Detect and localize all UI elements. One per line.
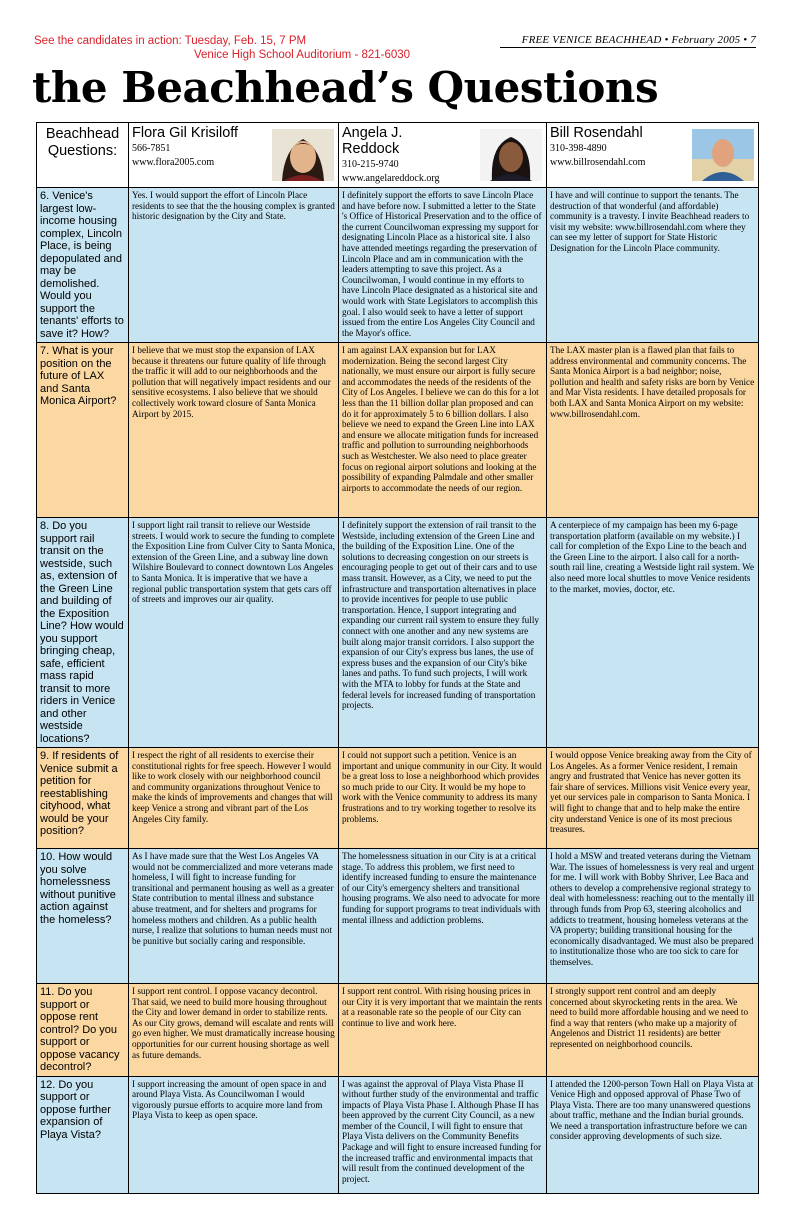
question-text: 9. If residents of Venice submit a petition for reestablishing cityhood, what would be your position? [37,748,129,849]
answer-angela: I definitely support the extension of rail transit to the Westside, including extension of the Green Line and the building of the Exposition Line. One of the solutions to decreasing congestion on our streets is encouraging people to get out of their cars and to use mass transit. However, as a City, we need to put the infrastructure and transportation alternatives in place to provide incentives for people to use public transportation. Hence, I support integrating and expanding our current rail system to ensure they fully connect with one another and any new systems are built along major transit corridors. I also support the expansion of our City's express bus lanes, the use of express buses and the expansion of our City's bike lanes and paths. To fund such projects, I will work with the MTA to lobby for funds at the State and federal levels for increased funding of transportation projects. [339,518,547,748]
question-row [37,748,759,849]
candidate-phone: 310-398-4890 [550,143,607,154]
question-row [37,984,759,1077]
candidate-website: www.flora2005.com [132,157,215,168]
question-text: 10. How would you solve homelessness without punitive action against the homeless? [37,849,129,984]
question-row [37,849,759,984]
candidate-phone: 566-7851 [132,143,171,154]
answer-angela: I could not support such a petition. Venice is an important and unique community in our City. It would be a great loss to lose a neighborhood which provides so much pride to our City. It would be my hope to work with the Venice community to address its many frustrations and to try working together to resolve its problems. [339,748,547,849]
candidate-phone: 310-215-9740 [342,159,399,170]
corner-label: Beachhead Questions: [37,123,129,188]
question-row [37,188,759,343]
candidate-website: www.angelareddock.org [342,173,440,184]
candidate-name: Flora Gil Krisiloff [132,125,239,141]
answer-angela: I definitely support the efforts to save Lincoln Place and have before now. I submitted a letter to the State 's Office of Historical Preservation and to the office of the current Councilwoman expressing my support for designating Lincoln Place as a historical site. I also have attended meetings regarding the preservation of Lincoln Place and am in communication with the leaders attempting to save this project. As a Councilwoman, I would continue in my efforts to have Lincoln Place designated as a historical site and would work with State Legislators to accomplish this goal. I also would seek to have a letter of support issued from the entire Los Angeles City Council and the Mayor's office. [339,188,547,343]
masthead-rule [500,47,756,48]
answer-flora: I support light rail transit to relieve our Westside streets. I would work to secure the funding to complete the Exposition Line from Culver City to Santa Monica, extension of the Green Line, and a subway line down Wilshire Boulevard to connect downtown Los Angeles to Santa Monica. It is imperative that we have a regional public transportation system that gets cars off of streets and improves our air quality. [129,518,339,748]
event-line-1: See the candidates in action: Tuesday, Feb. 15, 7 PM [34,35,307,47]
candidate-header-flora [129,123,339,188]
answer-angela: I support rent control. With rising housing prices in our City it is very important that we maintain the rents at a reasonable rate so the people of our City can continue to live and work here. [339,984,547,1077]
answer-flora: I support rent control. I oppose vacancy decontrol. That said, we need to build more housing throughout the City and lower demand in order to stabilize rents. As our City grows, demand will escalate and rents will go even higher. We must dramatically increase housing opportunities for our current housing shortage as well as future demands. [129,984,339,1077]
answer-flora: I respect the right of all residents to exercise their constitutional rights for free speech. However I would like to work closely with our neighborhood council and community organizations throughout Venice to make the kinds of improvements and changes that will keep Venice a strong and vibrant part of the Los Angeles City family. [129,748,339,849]
answer-bill: I attended the 1200-person Town Hall on Playa Vista at Venice High and opposed approval of Phase Two of Playa Vista. There are too many unanswered questions about traffic, methane and the Indian burial grounds. We need a transportation infrastructure before we can consider approving developments of such size. [547,1076,759,1193]
question-row [37,1076,759,1193]
answer-angela: I was against the approval of Playa Vista Phase II without further study of the environmental and traffic impacts of Playa Vista Phase I. Although Phase II has been approved by the current City Council, as a new member of the Council, I will fight to ensure that Playa Vista delivers on the Community Benefits Package and will fight to ensure increased funding for the increased traffic and environmental impacts that will result from the continued development of the project. [339,1076,547,1193]
candidate-header-angela [339,123,547,188]
answer-bill: I hold a MSW and treated veterans during the Vietnam War. The issues of homelessness is very real and urgent for me. I will work with Bobby Shriver, Lee Baca and others to develop a comprehensive regional strategy to deal with homelessness: reaching out to the mentally ill through funds from Prop 63, steering alcoholics and addicts to treatment, housing homeless veterans at the VA property; building transitional housing for the economically disadvantaged. We must also be prepared to institutionalize those who are too sick to care for themselves. [547,849,759,984]
answer-bill: I strongly support rent control and am deeply concerned about skyrocketing rents in the area. We need to build more affordable housing and we need to find a way that renters (who make up a majority of Angelenos and District 11 residents) are better represented on neighborhood councils. [547,984,759,1077]
flora-photo [272,129,334,181]
answer-flora: I believe that we must stop the expansion of LAX because it threatens our future quality of life through the traffic it will add to our neighborhoods and the pollution that will negatively impact residents and our sensitive ecosystems. I also believe that we should collectively work toward closure of Santa Monica Airport by 2015. [129,343,339,518]
header-row [37,123,759,188]
question-text: 7. What is your position on the future of LAX and Santa Monica Airport? [37,343,129,518]
candidate-name: Bill Rosendahl [550,125,643,141]
answer-angela: I am against LAX expansion but for LAX modernization. Being the second largest City nationally, we must ensure our airport is fully secure and accommodates the needs of the residents of the City of Los Angeles. I believe we can do this for a lot less than the 11 billion dollar plan proposed and can do it for approximately 5 to 6 billion dollars. I also believe we need to expand the Green Line into LAX and ensure we allocate mitigation funds for increased traffic and pollution to surrounding neighborhoods such as Westchester. We also need to place greater focus on regional airport solutions and looking at the possibility of expanding Palmdale and other smaller airports to accommodate the needs of our region. [339,343,547,518]
answer-flora: Yes. I would support the effort of Lincoln Place residents to see that the the housing complex is granted historic designation by the City and State. [129,188,339,343]
candidate-website: www.billrosendahl.com [550,157,646,168]
question-row [37,518,759,748]
answer-bill: I have and will continue to support the tenants. The destruction of that wonderful (and affordable) community is a travesty. I invite Beachhead readers to visit my website: www.billrosendahl.com where they can see my letter of support for State Historic Designation for the Lincoln Place community. [547,188,759,343]
question-text: 8. Do you support rail transit on the westside, such as, extension of the Green Line and building of the Exposition Line? How would you support bringing cheap, safe, efficient mass rapid transit to more riders in Venice and other westside locations? [37,518,129,748]
angela-photo [480,129,542,181]
answer-flora: I support increasing the amount of open space in and around Playa Vista. As Councilwoman I would vigorously pursue efforts to acquire more land from Playa Vista to keep as open space. [129,1076,339,1193]
event-line-2: Venice High School Auditorium - 821-6030 [194,49,411,61]
question-text: 12. Do you support or oppose further expansion of Playa Vista? [37,1076,129,1193]
question-row [37,343,759,518]
question-text: 6. Venice's largest low-income housing complex, Lincoln Place, is being depopulated and may be demolished. Would you support the tenants' efforts to save it? How? [37,188,129,343]
answer-bill: A centerpiece of my campaign has been my 6-page transportation platform (available on my website.) I call for completion of the Expo Line to the beach and the Green Line to the airport. I also call for a north-south rail line, creating a Westside light rail system. We also need more local shuttles to move Venice residents to the market, movies, doctor, etc. [547,518,759,748]
bill-photo [692,129,754,181]
answer-angela: The homelessness situation in our City is at a critical stage. To address this problem, we first need to identify increased funding to ensure the maintenance of our City's emergency shelters and transitional housing programs. We also need to advocate for more funding for support programs to treat individuals with mental illness and addiction problems. [339,849,547,984]
masthead: FREE VENICE BEACHHEAD • February 2005 • 7 [521,34,756,46]
questions-table [36,122,759,1194]
event-announcement [34,34,454,62]
answer-flora: As I have made sure that the West Los Angeles VA would not be commercialized and more veterans made homeless, I will fight to increase funding for transitional and permanent housing as well as a greater State contribution to mental illness and substance abuse treatment, and for shelters and programs for homeless mothers and children. As a public health nurse, I realize that solutions to human needs must not be punitive but socially caring and responsible. [129,849,339,984]
answer-bill: I would oppose Venice breaking away from the City of Los Angeles. As a former Venice resident, I remain angry and frustrated that Venice has never gotten its fair share of services. Millions visit Venice every year, yet our services pale in comparison to Santa Monica. I will fight to change that and to help make the entire city understand Venice is one of its most precious treasures. [547,748,759,849]
answer-bill: The LAX master plan is a flawed plan that fails to address environmental and community concerns. The Santa Monica Airport is a bad neighbor; noise, pollution and health and safety risks are born by Venice and Mar Vista residents. I have detailed proposals for both LAX and Santa Monica Airport on my website: www.billrosendahl.com. [547,343,759,518]
page-title: the Beachhead’s Questions [32,63,659,112]
candidate-header-bill [547,123,759,188]
question-text: 11. Do you support or oppose rent control? Do you support or oppose vacancy decontrol? [37,984,129,1077]
candidate-name: Angela J. Reddock [342,125,403,157]
